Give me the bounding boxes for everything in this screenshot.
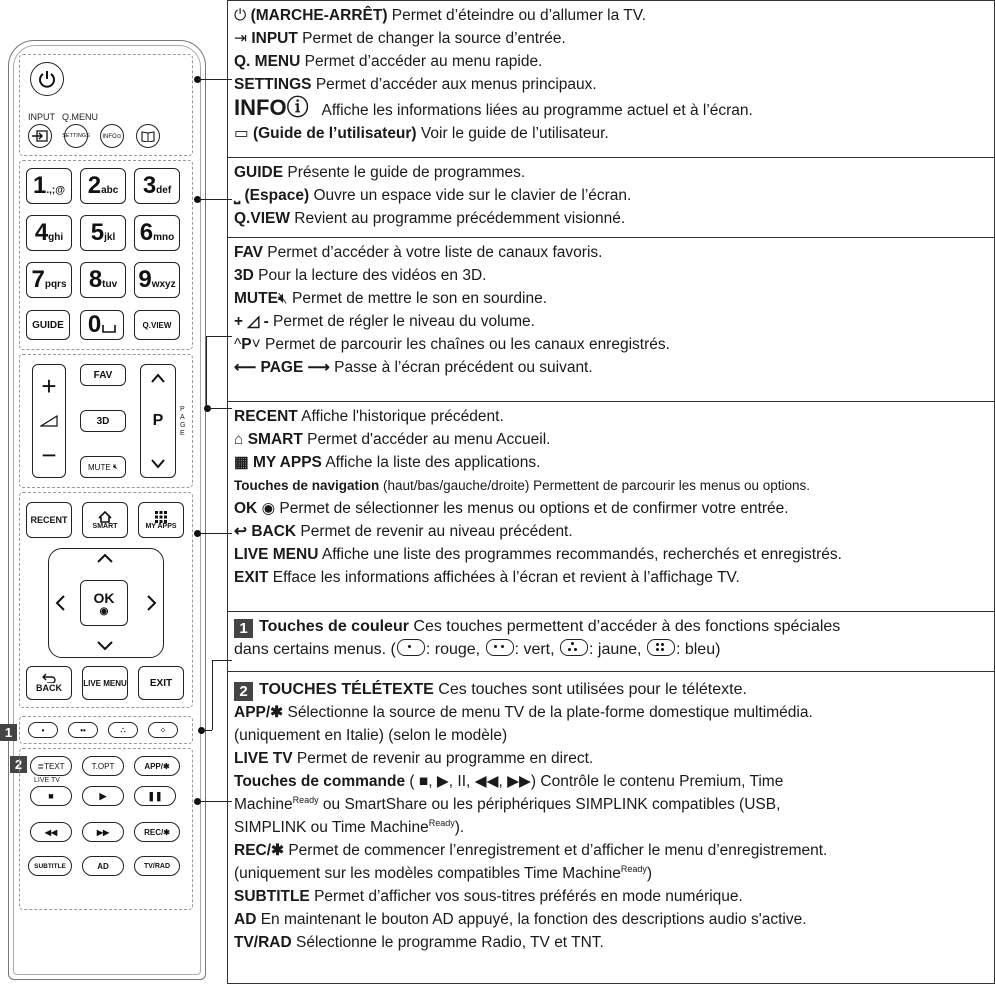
- number-key-letters: def: [156, 184, 172, 196]
- tvrad-button[interactable]: TV/RAD: [134, 856, 180, 876]
- stop-button[interactable]: ■: [30, 786, 72, 806]
- row-guide-group: GUIDE Présente le guide de programmes. ⎵ (Espace) Ouvre un espace vide sur le clavier de l’écran. Q.VIEW Revient au programme précédemment visionné.: [228, 157, 994, 237]
- back-label: BACK: [36, 683, 62, 693]
- number-key-digit: 3: [142, 172, 156, 199]
- marker-1-label: 1: [234, 619, 253, 638]
- volume-up-icon: +: [41, 371, 57, 401]
- marker-2: 2: [10, 756, 27, 773]
- rec-button[interactable]: REC/✱: [134, 822, 180, 842]
- green-button-icon: [486, 639, 514, 656]
- zero-space-button[interactable]: [80, 310, 124, 340]
- number-key-letters: pqrs: [44, 278, 67, 290]
- volume-rocker[interactable]: [32, 364, 66, 478]
- yellow-button-icon: [560, 639, 588, 656]
- number-key-letters: wxyz: [151, 278, 176, 290]
- number-key-9[interactable]: [134, 262, 180, 298]
- space-icon: ⎵: [234, 187, 241, 204]
- number-key-digit: 2: [87, 172, 101, 199]
- fav-button[interactable]: FAV: [80, 364, 126, 386]
- space-icon: [102, 325, 116, 333]
- ok-dot-icon: ◉: [99, 605, 109, 617]
- volume-icon: [40, 415, 58, 427]
- volume-down-icon: −: [41, 440, 57, 470]
- page-left-icon: ⟵: [234, 359, 257, 376]
- blue-button-icon: [647, 639, 675, 656]
- rewind-button[interactable]: ◀◀: [30, 822, 72, 842]
- nav-down-icon[interactable]: [96, 640, 114, 652]
- forward-button[interactable]: ▶▶: [82, 822, 124, 842]
- remote-illustration: [4, 40, 206, 980]
- number-key-letters: tuv: [102, 278, 118, 290]
- zero-label: 0: [87, 311, 101, 338]
- number-key-7[interactable]: [26, 262, 72, 298]
- marker-1: 1: [0, 724, 17, 741]
- 3d-button[interactable]: 3D: [80, 410, 126, 432]
- book-icon: [141, 130, 155, 142]
- number-key-3[interactable]: [134, 168, 180, 204]
- page-vertical-label: PAGE: [180, 406, 186, 437]
- guide-button[interactable]: GUIDE: [26, 310, 70, 340]
- ad-button[interactable]: AD: [82, 856, 124, 876]
- myapps-button[interactable]: [138, 502, 184, 538]
- topt-button[interactable]: T.OPT: [82, 756, 124, 776]
- mute-button[interactable]: [80, 456, 126, 478]
- row-power-group: ⏻ (MARCHE-ARRÊT) Permet d’éteindre ou d’allumer la TV. ⇥ INPUT Permet de changer la source d’entrée. Q. MENU Permet d’accéder au menu rapide. SETTINGS Permet d’accéder aux menus principaux. INFOⓘ Affiche les informations liées au programme actuel et à l’écran. ▭ (Guide de l’utilisateur) Voir le guide de l’utilisateur.: [228, 0, 994, 157]
- number-key-6[interactable]: [134, 215, 180, 251]
- number-key-digit: 4: [34, 219, 48, 246]
- ok-button[interactable]: [80, 580, 128, 626]
- mute-icon: 🔇︎: [277, 290, 288, 307]
- page-right-icon: ⟶: [307, 359, 330, 376]
- channel-rocker[interactable]: [140, 364, 176, 478]
- channel-down-icon: [150, 459, 166, 469]
- number-key-letters: jkl: [104, 231, 116, 243]
- recent-button[interactable]: RECENT: [26, 502, 72, 538]
- number-key-digit: 8: [88, 266, 102, 293]
- mute-icon: 🔇︎: [112, 462, 118, 471]
- input-caption: INPUT: [28, 112, 55, 122]
- number-key-letters: mno: [153, 231, 175, 243]
- subtitle-button[interactable]: SUBTITLE: [28, 856, 72, 876]
- description-table: [227, 0, 995, 984]
- play-button[interactable]: ▶: [82, 786, 124, 806]
- row-teletext-group: 2 TOUCHES TÉLÉTEXTE Ces touches sont utilisées pour le télétexte. APP/✱ Sélectionne la source de menu TV de la plate-forme domestique multimédia. (uniquement en Italie) (selon le modèle) LIVE TV Permet de revenir au programme en direct. Touches de commande ( ■, ▶, II, ◀◀, ▶▶) Contrôle le contenu Premium, Time Machine$^{Ready}$ ou SmartShare ou les périphériques SIMPLINK compatibles (USB, SIMPLINK ou Time Machine$^{Ready}$). REC/✱ Permet de commencer l’enregistrement et d’afficher le menu d’enregistrement. (uniquement sur les modèles compatibles Time Machine$^{Ready}$) SUBTITLE Permet d’afficher vos sous-titres préférés en mode numérique. AD En maintenant le bouton AD appuyé, la fonction des descriptions audio s'active. TV/RAD Sélectionne le programme Radio, TV et TNT.: [228, 671, 994, 984]
- power-icon: [37, 69, 57, 89]
- mute-label: MUTE: [88, 462, 111, 472]
- ok-label: OK: [93, 589, 115, 606]
- livemenu-button[interactable]: LIVE MENU: [82, 666, 128, 700]
- channel-up-icon: ^: [234, 336, 242, 353]
- number-key-2[interactable]: [80, 168, 126, 204]
- number-key-5[interactable]: [80, 215, 126, 251]
- myapps-label: MY APPS: [145, 522, 177, 530]
- book-icon: ▭: [234, 125, 249, 142]
- number-key-digit: 1: [33, 172, 46, 199]
- nav-right-icon[interactable]: [146, 594, 158, 612]
- user-guide-button[interactable]: [136, 124, 160, 148]
- text-label: TEXT: [44, 761, 65, 771]
- number-key-1[interactable]: [26, 168, 72, 204]
- blue-button[interactable]: ⁘: [148, 722, 178, 738]
- livetv-caption: LIVE TV: [34, 777, 60, 784]
- back-arrow-icon: ↩: [234, 523, 247, 540]
- marker-2-label: 2: [234, 682, 253, 701]
- back-button[interactable]: [26, 666, 72, 700]
- number-key-letters: .,;@: [46, 184, 65, 196]
- qview-button[interactable]: Q.VIEW: [134, 310, 180, 340]
- nav-up-icon[interactable]: [96, 552, 114, 564]
- row-navigation-group: RECENT Affiche l'historique précédent. ⌂ SMART Permet d'accéder au menu Accueil. ▦ MY APPS Affiche la liste des applications. Touches de navigation (haut/bas/gauche/droite) Permettent de parcourir les menus ou options. OK ◉ Permet de sélectionner les menus ou options et de confirmer votre entrée. ↩ BACK Permet de revenir au niveau précédent. LIVE MENU Affiche une liste des programmes recommandés, recherchés et enregistrés. EXIT Efface les informations affichées à l’écran et revient à l’affichage TV.: [228, 401, 994, 611]
- number-key-letters: abc: [101, 184, 119, 196]
- input-button[interactable]: [28, 124, 52, 148]
- input-icon: ⇥: [234, 30, 247, 47]
- number-key-digit: 9: [138, 266, 151, 293]
- number-key-digit: 7: [31, 266, 44, 293]
- text-button[interactable]: ≣ TEXT: [30, 756, 72, 776]
- number-key-digit: 5: [90, 219, 104, 246]
- channel-down-icon: ˅: [251, 336, 261, 353]
- qmenu-caption: Q.MENU: [62, 112, 98, 122]
- channel-label: P: [152, 412, 164, 429]
- input-icon: [32, 130, 48, 142]
- home-icon: ⌂: [234, 431, 244, 448]
- apps-grid-icon: [155, 511, 167, 523]
- pause-button[interactable]: ❚❚: [134, 786, 176, 806]
- smart-button[interactable]: [82, 502, 128, 538]
- green-button[interactable]: ••: [68, 722, 98, 738]
- red-button-icon: [397, 639, 425, 656]
- number-key-8[interactable]: [80, 262, 126, 298]
- number-key-4[interactable]: [26, 215, 72, 251]
- ok-dot-icon: ◉: [261, 500, 276, 517]
- info-icon: ⓘ: [286, 95, 309, 120]
- smart-label: SMART: [92, 522, 118, 530]
- number-key-letters: ghi: [48, 231, 64, 243]
- apps-grid-icon: ▦: [234, 454, 249, 471]
- red-button[interactable]: •: [28, 722, 58, 738]
- app-button[interactable]: APP/✱: [134, 756, 180, 776]
- settings-button[interactable]: SETTINGS: [64, 124, 88, 148]
- row-color-group: 1 Touches de couleur Ces touches permettent d’accéder à des fonctions spéciales dans certains menus. ( : rouge, : vert, : jaune, : bleu): [228, 611, 994, 671]
- info-button[interactable]: INFO⊙: [100, 124, 124, 148]
- yellow-button[interactable]: ∴: [108, 722, 138, 738]
- home-icon: [98, 511, 112, 523]
- power-icon: ⏻: [234, 7, 247, 24]
- exit-button[interactable]: EXIT: [138, 666, 184, 700]
- channel-up-icon: [150, 373, 166, 383]
- number-key-digit: 6: [139, 219, 153, 246]
- power-button[interactable]: [30, 62, 64, 96]
- nav-left-icon[interactable]: [54, 594, 66, 612]
- row-volume-group: FAV Permet d’accéder à votre liste de canaux favoris. 3D Pour la lecture des vidéos en 3D. MUTE🔇︎ Permet de mettre le son en sourdine. + ◿ - Permet de régler le niveau du volume. ^P˅ Permet de parcourir les chaînes ou les canaux enregistrés. ⟵ PAGE ⟶ Passe à l’écran précédent ou suivant.: [228, 237, 994, 401]
- back-arrow-icon: [42, 673, 56, 683]
